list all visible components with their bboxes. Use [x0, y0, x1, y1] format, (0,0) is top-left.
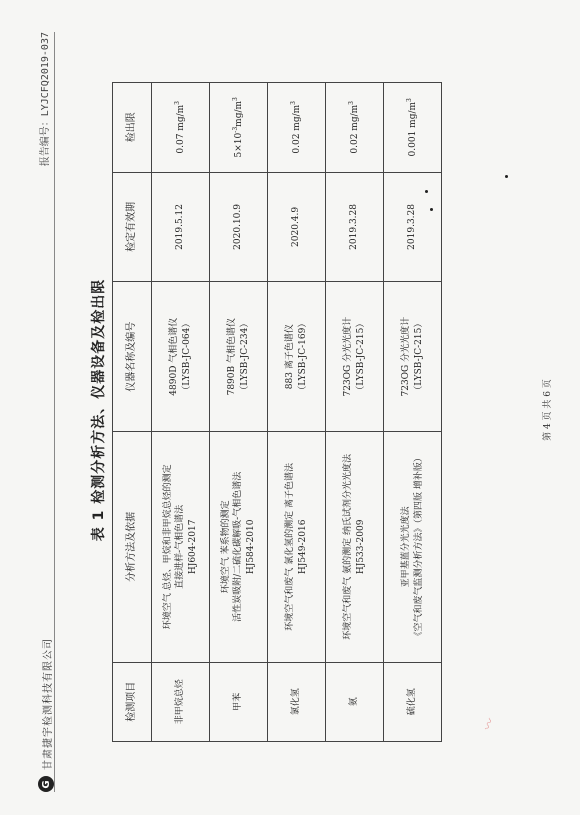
limit-sup: 3	[347, 101, 355, 105]
cell-limit	[326, 83, 384, 173]
limit-unit: mg/m	[233, 100, 244, 127]
table-caption: 表 1 检测分析方法、仪器设备及检出限	[91, 278, 107, 542]
instrument-line: （LYSB-JC-215）	[413, 318, 424, 395]
limit-sup: 3	[173, 101, 181, 105]
limit-sup: -3	[231, 126, 239, 133]
instrument-line: 723OG 分光光度计	[401, 316, 412, 397]
method-line: HJ549-2016	[297, 519, 308, 575]
table-row	[268, 83, 326, 742]
table-row	[384, 83, 442, 742]
cell-instrument	[210, 282, 268, 432]
cell-method	[268, 432, 326, 662]
header-method: 分析方法及依据	[113, 432, 152, 662]
header-valid: 检定有效期	[113, 172, 152, 282]
method-line: HJ533-2009	[355, 519, 366, 575]
instrument-line: （LYSB-JC-169）	[297, 318, 308, 395]
limit-sup: 3	[405, 98, 413, 102]
method-line: 亚甲基蓝分光光度法	[401, 506, 412, 588]
cell-instrument	[152, 282, 210, 432]
cell-limit	[268, 83, 326, 173]
cell-instrument	[326, 282, 384, 432]
method-line: HJ604-2017	[187, 519, 198, 575]
company-logo-icon: G	[38, 776, 54, 792]
cell-item: 氨	[326, 662, 384, 741]
limit-value: 0.07 mg/m	[175, 104, 186, 154]
method-table	[112, 82, 442, 742]
header-instrument: 仪器名称及编号	[113, 282, 152, 432]
header-divider	[54, 32, 55, 792]
cell-item: 非甲烷总烃	[152, 662, 210, 741]
method-line: 直接进样-气相色谱法	[175, 504, 186, 589]
cell-item: 甲苯	[210, 662, 268, 741]
cell-valid: 2020.10.9	[210, 172, 268, 282]
cell-limit	[210, 83, 268, 173]
table-row	[210, 83, 268, 742]
method-line: 活性炭吸附/二硫化碳解吸-气相色谱法	[233, 471, 244, 622]
cell-valid: 2019.3.28	[384, 172, 442, 282]
cell-item: 硫化氢	[384, 662, 442, 741]
instrument-line: 883 离子色谱仪	[285, 324, 296, 390]
limit-sup: 3	[289, 101, 297, 105]
header-limit: 检出限	[113, 83, 152, 173]
cell-method	[326, 432, 384, 662]
limit-unit-sup: 3	[231, 97, 239, 101]
cell-instrument	[268, 282, 326, 432]
method-line: 《空气和废气监测分析方法》（第四版 增补版）	[413, 453, 424, 641]
instrument-line: （LYSB-JC-234）	[239, 318, 250, 395]
instrument-line: 7890B 气相色谱仪	[227, 318, 238, 396]
table-row	[326, 83, 384, 742]
cell-valid: 2019.3.28	[326, 172, 384, 282]
instrument-line: （LYSB-JC-064）	[181, 318, 192, 395]
method-line: HJ584-2010	[245, 519, 256, 575]
method-line: 环境空气和废气 氨的测定 纳氏试剂分光光度法	[343, 453, 354, 640]
company-header	[38, 638, 54, 792]
cell-instrument	[384, 282, 442, 432]
page-footer: 第 4 页 共 6 页	[543, 379, 553, 441]
cell-method	[384, 432, 442, 662]
rotated-content	[30, 20, 575, 800]
limit-value: 5×10	[233, 132, 244, 158]
method-line: 环境空气 苯系物的测定	[221, 500, 232, 594]
method-line: 环境空气 总烃、甲烷和非甲烷总烃的测定	[163, 464, 174, 630]
table-row	[152, 83, 210, 742]
limit-value: 0.001 mg/m	[407, 101, 418, 157]
cell-limit	[152, 83, 210, 173]
instrument-line: （LYSB-JC-215）	[355, 318, 366, 395]
cell-method	[210, 432, 268, 662]
red-stamp-mark-icon: 〰	[480, 716, 498, 733]
company-name: 甘肃捷宇检测科技有限公司	[42, 638, 54, 770]
limit-value: 0.02 mg/m	[291, 104, 302, 154]
cell-method	[152, 432, 210, 662]
cell-valid: 2020.4.9	[268, 172, 326, 282]
cell-limit	[384, 83, 442, 173]
method-line: 环境空气和废气 氯化氢的测定 离子色谱法	[285, 462, 296, 631]
report-number: 报告编号：LYJCFQ2019-037	[40, 32, 51, 167]
cell-valid: 2019.5.12	[152, 172, 210, 282]
table-header-row	[113, 83, 152, 742]
instrument-line: 4890D 气相色谱仪	[169, 317, 180, 396]
instrument-line: 723OG 分光光度计	[343, 316, 354, 397]
limit-value: 0.02 mg/m	[349, 104, 360, 154]
header-item: 检测项目	[113, 662, 152, 741]
cell-item: 氯化氢	[268, 662, 326, 741]
